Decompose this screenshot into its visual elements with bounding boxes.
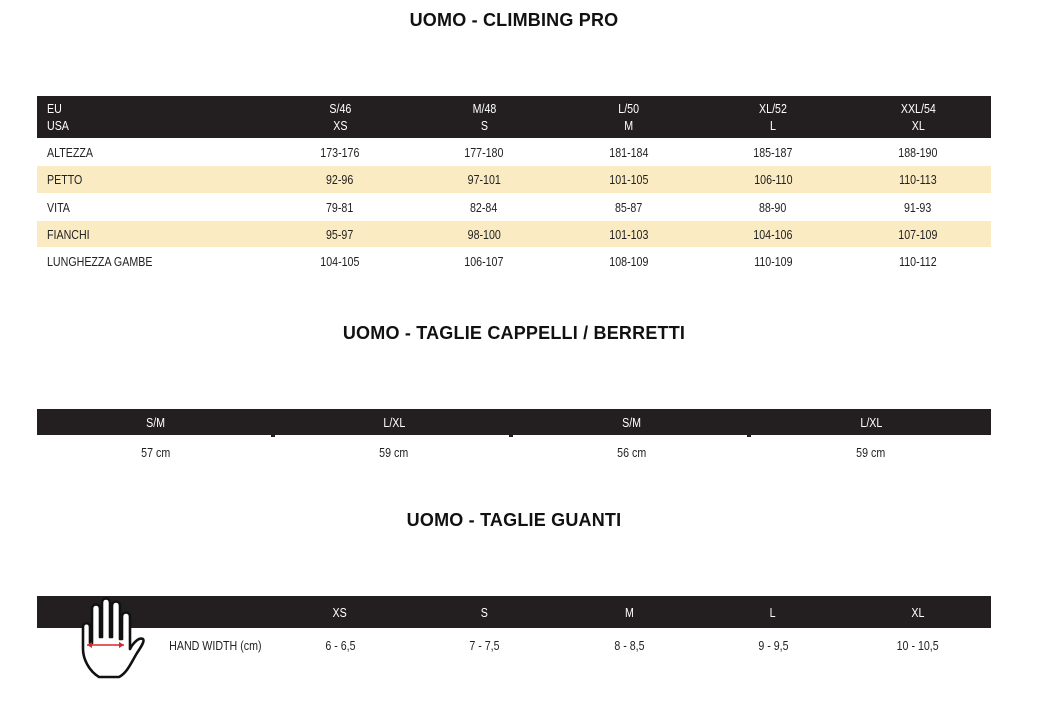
header-size-4: XL/52 L (759, 101, 787, 133)
table-cell: 9 - 9,5 (757, 637, 789, 653)
header-cell: S (480, 604, 488, 620)
table-cell: 177-180 (464, 144, 504, 160)
title-climbing-pro: UOMO - CLIMBING PRO (409, 10, 619, 30)
header-cell: L/XL (860, 414, 882, 430)
size-table-hats (37, 409, 991, 467)
size-table-climbing-pro (37, 96, 991, 276)
table-cell: 95-97 (326, 226, 354, 242)
header-cell: L/XL (383, 414, 405, 430)
table-cell: 107-109 (898, 226, 938, 242)
title-hats: UOMO - TAGLIE CAPPELLI / BERRETTI (342, 323, 686, 343)
table-cell: 110-113 (899, 172, 937, 187)
table-cell: 108-109 (609, 254, 649, 269)
table-row (37, 138, 991, 166)
table-cell: 59 cm (856, 444, 886, 460)
header-cell: M (624, 604, 634, 620)
title-gloves: UOMO - TAGLIE GUANTI (406, 510, 622, 530)
table-cell: 110-109 (753, 254, 793, 269)
table-cell: 181-184 (609, 144, 649, 160)
table-cell: 79-81 (326, 199, 354, 215)
size-table-gloves (37, 596, 991, 662)
table-cell: 173-176 (320, 144, 360, 160)
table-cell: 7 - 7,5 (468, 637, 500, 653)
row-label: FIANCHI (47, 226, 90, 242)
table-cell: 91-93 (904, 199, 932, 215)
table-cell: 104-106 (753, 226, 793, 242)
table-row (37, 193, 991, 221)
table-row (37, 628, 991, 662)
table-cell: 88-90 (759, 199, 787, 215)
header-eu: EU (47, 101, 62, 116)
table-cell: 59 cm (379, 444, 409, 460)
table-header (37, 96, 991, 138)
table-cell: 104-105 (320, 254, 360, 269)
row-label: VITA (47, 199, 70, 215)
table-row (37, 437, 991, 467)
table-cell: 106-110 (753, 172, 793, 187)
table-row (37, 166, 991, 193)
header-cell: XL (911, 604, 925, 620)
header-size-2: M/48 S (472, 101, 496, 133)
row-label: LUNGHEZZA GAMBE (47, 254, 153, 269)
table-cell: 101-103 (609, 226, 649, 242)
header-eu-usa (37, 96, 247, 138)
table-cell: 101-105 (609, 172, 649, 187)
table-cell: 98-100 (467, 226, 501, 242)
table-row (37, 247, 991, 276)
hand-icon (79, 597, 145, 679)
header-cell: L (770, 604, 776, 620)
table-cell: 10 - 10,5 (896, 637, 940, 653)
header-size-5: XXL/54 XL (900, 101, 936, 133)
table-cell: 188-190 (898, 144, 938, 160)
table-cell: 97-101 (467, 172, 501, 187)
header-cell: XS (332, 604, 348, 620)
row-label: ALTEZZA (47, 144, 94, 160)
table-cell: 85-87 (615, 199, 643, 215)
table-cell: 56 cm (617, 444, 647, 460)
table-header (37, 596, 991, 628)
header-size-1: S/46 XS (329, 101, 351, 133)
row-label: PETTO (47, 172, 83, 187)
row-label: HAND WIDTH (cm) (168, 637, 262, 653)
table-cell: 92-96 (326, 172, 354, 187)
table-cell: 106-107 (464, 254, 504, 269)
table-row (37, 221, 991, 247)
table-cell: 6 - 6,5 (324, 637, 356, 653)
header-size-3: L/50 M (618, 101, 640, 133)
table-cell: 57 cm (141, 444, 171, 460)
header-cell: S/M (622, 414, 642, 430)
table-header (37, 409, 991, 437)
table-cell: 185-187 (753, 144, 793, 160)
table-cell: 8 - 8,5 (613, 637, 645, 653)
table-cell: 110-112 (899, 254, 937, 269)
table-cell: 82-84 (470, 199, 498, 215)
header-cell: S/M (146, 414, 166, 430)
header-usa: USA (47, 118, 69, 133)
